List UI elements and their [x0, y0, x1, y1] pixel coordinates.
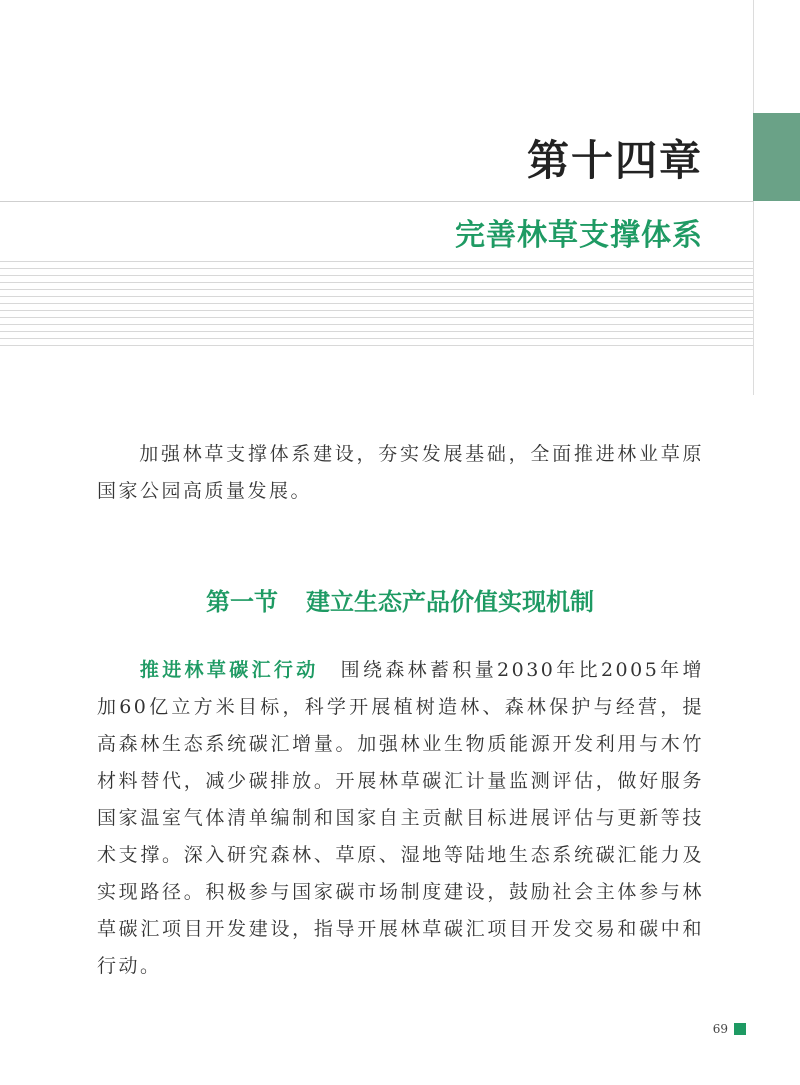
chapter-number: 第十四章 — [526, 136, 703, 185]
section-heading — [0, 582, 800, 617]
paragraph-heading: 推进林草碳汇行动 — [139, 659, 319, 681]
chapter-edge-tab — [753, 113, 800, 201]
intro-text: 加强林草支撑体系建设，夯实发展基础，全面推进林业草原国家公园高质量发展。 — [97, 443, 704, 502]
page-number: 69 — [712, 1022, 728, 1036]
decorative-stripes — [0, 261, 753, 349]
intro-paragraph — [97, 436, 704, 510]
page-footer — [713, 1022, 746, 1036]
page-marker-square — [734, 1023, 746, 1035]
chapter-title: 完善林草支撑体系 — [455, 218, 703, 253]
section-number: 第一节 — [206, 588, 278, 616]
section-title: 建立生态产品价值实现机制 — [306, 588, 594, 616]
chapter-divider — [0, 201, 753, 202]
paragraph-text: 围绕森林蓄积量2030年比2005年增加60亿立方米目标，科学开展植树造林、森林保护与经营，提高森林生态系统碳汇增量。加强林业生物质能源开发利用与木竹材料替代，减少碳排放。开展林草碳汇计量监测评估，做好服务国家温室气体清单编制和国家自主贡献目标进展评估与更新等技术支撑。深入研究森林、草原、湿地等陆地生态系统碳汇能力及实现路径。积极参与国家碳市场制度建设，鼓励社会主体参与林草碳汇项目开发建设，指导开展林草碳汇项目开发交易和碳中和行动。 — [97, 659, 704, 977]
body-paragraph — [97, 652, 704, 985]
